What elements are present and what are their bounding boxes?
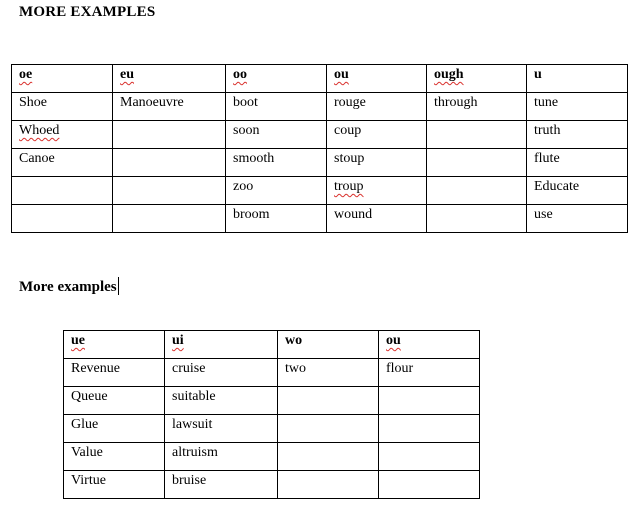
table-row <box>64 443 480 471</box>
table-cell: Manoeuvre <box>113 93 226 121</box>
table-cell: through <box>427 93 527 121</box>
table-cell <box>427 177 527 205</box>
table-cell <box>379 415 480 443</box>
table-cell <box>113 149 226 177</box>
header-cell: oo <box>226 65 327 93</box>
table-cell: smooth <box>226 149 327 177</box>
table-cell <box>379 387 480 415</box>
table-cell: Virtue <box>64 471 165 499</box>
table-cell: Revenue <box>64 359 165 387</box>
table-cell: soon <box>226 121 327 149</box>
table-cell: bruise <box>165 471 278 499</box>
table-cell <box>278 415 379 443</box>
header-cell: wo <box>278 331 379 359</box>
header-cell: eu <box>113 65 226 93</box>
table-cell <box>379 471 480 499</box>
section-heading: More examples <box>19 279 117 295</box>
table-row <box>12 121 628 149</box>
table-cell: coup <box>327 121 427 149</box>
table-cell: Canoe <box>12 149 113 177</box>
table-cell: broom <box>226 205 327 233</box>
header-cell: ui <box>165 331 278 359</box>
table-cell <box>113 177 226 205</box>
header-cell: ou <box>379 331 480 359</box>
page-title: MORE EXAMPLES <box>19 4 156 20</box>
table-cell <box>12 205 113 233</box>
table-cell: lawsuit <box>165 415 278 443</box>
table-cell: wound <box>327 205 427 233</box>
table-cell: Value <box>64 443 165 471</box>
table-cell: zoo <box>226 177 327 205</box>
table-row <box>12 177 628 205</box>
table-cell: rouge <box>327 93 427 121</box>
table-cell: boot <box>226 93 327 121</box>
table-cell: Queue <box>64 387 165 415</box>
table-header-row <box>12 65 628 93</box>
table-row <box>64 387 480 415</box>
table-cell: troup <box>327 177 427 205</box>
table-cell <box>427 121 527 149</box>
table-cell <box>278 443 379 471</box>
header-cell: ough <box>427 65 527 93</box>
table-header-row <box>64 331 480 359</box>
table-row <box>12 205 628 233</box>
table-cell: Shoe <box>12 93 113 121</box>
table-cell: cruise <box>165 359 278 387</box>
table-cell: tune <box>527 93 628 121</box>
examples-table-2 <box>63 330 480 499</box>
table-cell: suitable <box>165 387 278 415</box>
header-cell: u <box>527 65 628 93</box>
table-cell: flute <box>527 149 628 177</box>
table-cell: altruism <box>165 443 278 471</box>
table-row <box>12 93 628 121</box>
table-cell: two <box>278 359 379 387</box>
table-cell: Whoed <box>12 121 113 149</box>
table-cell <box>278 387 379 415</box>
text-cursor <box>118 277 119 295</box>
table-row <box>64 359 480 387</box>
table-cell <box>278 471 379 499</box>
table-cell: use <box>527 205 628 233</box>
table-row <box>64 415 480 443</box>
header-cell: ue <box>64 331 165 359</box>
table-cell: flour <box>379 359 480 387</box>
header-cell: ou <box>327 65 427 93</box>
table-cell <box>427 205 527 233</box>
table-cell: Educate <box>527 177 628 205</box>
header-cell: oe <box>12 65 113 93</box>
table-cell: truth <box>527 121 628 149</box>
table-cell <box>113 205 226 233</box>
table-cell <box>427 149 527 177</box>
table-cell: Glue <box>64 415 165 443</box>
table-row <box>12 149 628 177</box>
table-cell <box>113 121 226 149</box>
table-cell <box>12 177 113 205</box>
examples-table-1 <box>11 64 628 233</box>
table-row <box>64 471 480 499</box>
table-cell <box>379 443 480 471</box>
table-cell: stoup <box>327 149 427 177</box>
